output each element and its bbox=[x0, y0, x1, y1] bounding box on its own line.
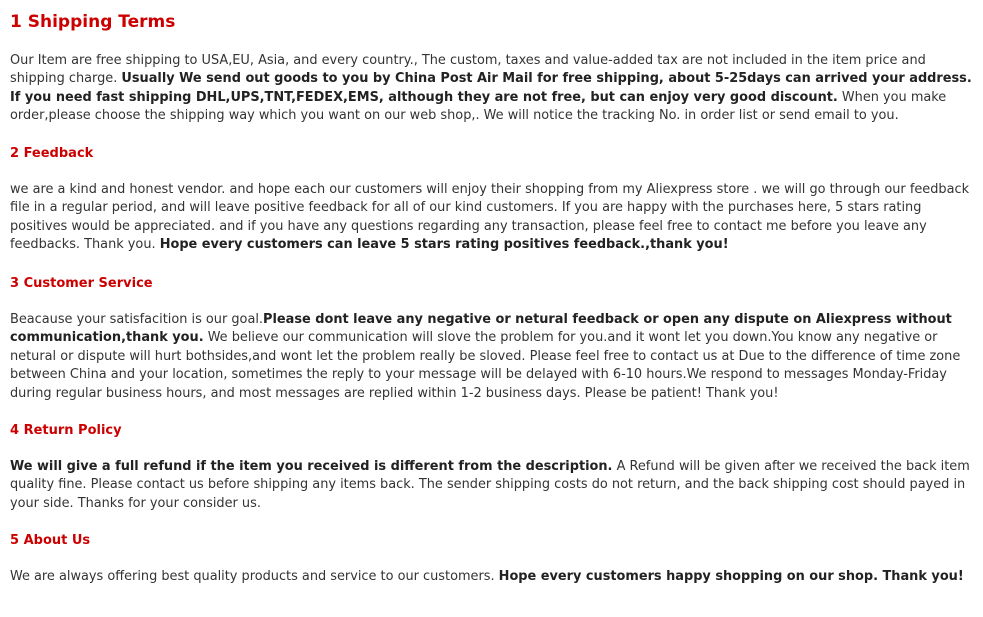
text-run: We believe our communication will slove the problem for you.and it wont let you down.You know any negative or netural or dispute will hurt bothsides,and wont let the problem really be sloved. Please feel free to contact us at Due to the difference of time zone between China and your location, sometimes the reply to your message will be delayed with 6-10 hours.We respond to messages Monday-Friday during regular business hours, and most messages are replied within 1-2 business days. Please be patient! Thank you! bbox=[10, 330, 961, 401]
text-run: A Refund will be given after we received the back item quality fine. Please contact us before shipping any items back. The sender shipping costs do not return, and the back shipping cost should payed in your side. Thanks for your consider us. bbox=[10, 459, 970, 511]
text-run: When you make order,please choose the shipping way which you want on our web shop,. We will notice the tracking No. in order list or send email to you. bbox=[10, 89, 947, 124]
text-run-bold: Hope every customers happy shopping on our shop. Thank you! bbox=[498, 569, 964, 584]
text-run-bold: We will give a full refund if the item you received is different from the description. bbox=[10, 459, 613, 474]
customer-service-title: 3 Customer Service bbox=[10, 276, 153, 291]
shipping-terms-text bbox=[10, 52, 972, 126]
feedback-text bbox=[10, 181, 972, 255]
shipping-terms-title: 1 Shipping Terms bbox=[10, 12, 176, 32]
text-run-bold: Hope every customers can leave 5 stars rating positives feedback.,thank you! bbox=[159, 237, 729, 253]
customer-service-text bbox=[10, 311, 972, 403]
about-us-text bbox=[10, 568, 972, 586]
text-run: we are a kind and honest vendor. and hope each our customers will enjoy their shopping from my Aliexpress store . we will go through our feedback file in a regular period, and will leave positive feedback for all of our kind customers. If you are happy with the purchases here, 5 stars rating positives would be appreciated. and if you have any questions regarding any transaction, please feel free to contact me before you leave any feedbacks. Thank you. bbox=[10, 182, 970, 253]
text-run-bold: Please dont leave any negative or netural feedback or open any dispute on Aliexpress without communication,thank you. bbox=[10, 312, 952, 346]
about-us-title: 5 About Us bbox=[10, 533, 91, 548]
text-run-bold: Usually We send out goods to you by China Post Air Mail for free shipping, about 5-25days can arrived your address. If you need fast shipping DHL,UPS,TNT,FEDEX,EMS, although they are not free, but can enjoy very good discount. bbox=[10, 71, 972, 105]
text-run: Our Item are free shipping to USA,EU, Asia, and every country., The custom, taxes and value-added tax are not included in the item price and shipping charge. bbox=[10, 53, 926, 87]
text-run: Beacause your satisfacition is our goal. bbox=[10, 312, 264, 327]
return-policy-title: 4 Return Policy bbox=[10, 423, 122, 438]
return-policy-text bbox=[10, 458, 972, 513]
text-run: We are always offering best quality products and service to our customers. bbox=[10, 569, 499, 584]
feedback-title: 2 Feedback bbox=[10, 146, 94, 161]
